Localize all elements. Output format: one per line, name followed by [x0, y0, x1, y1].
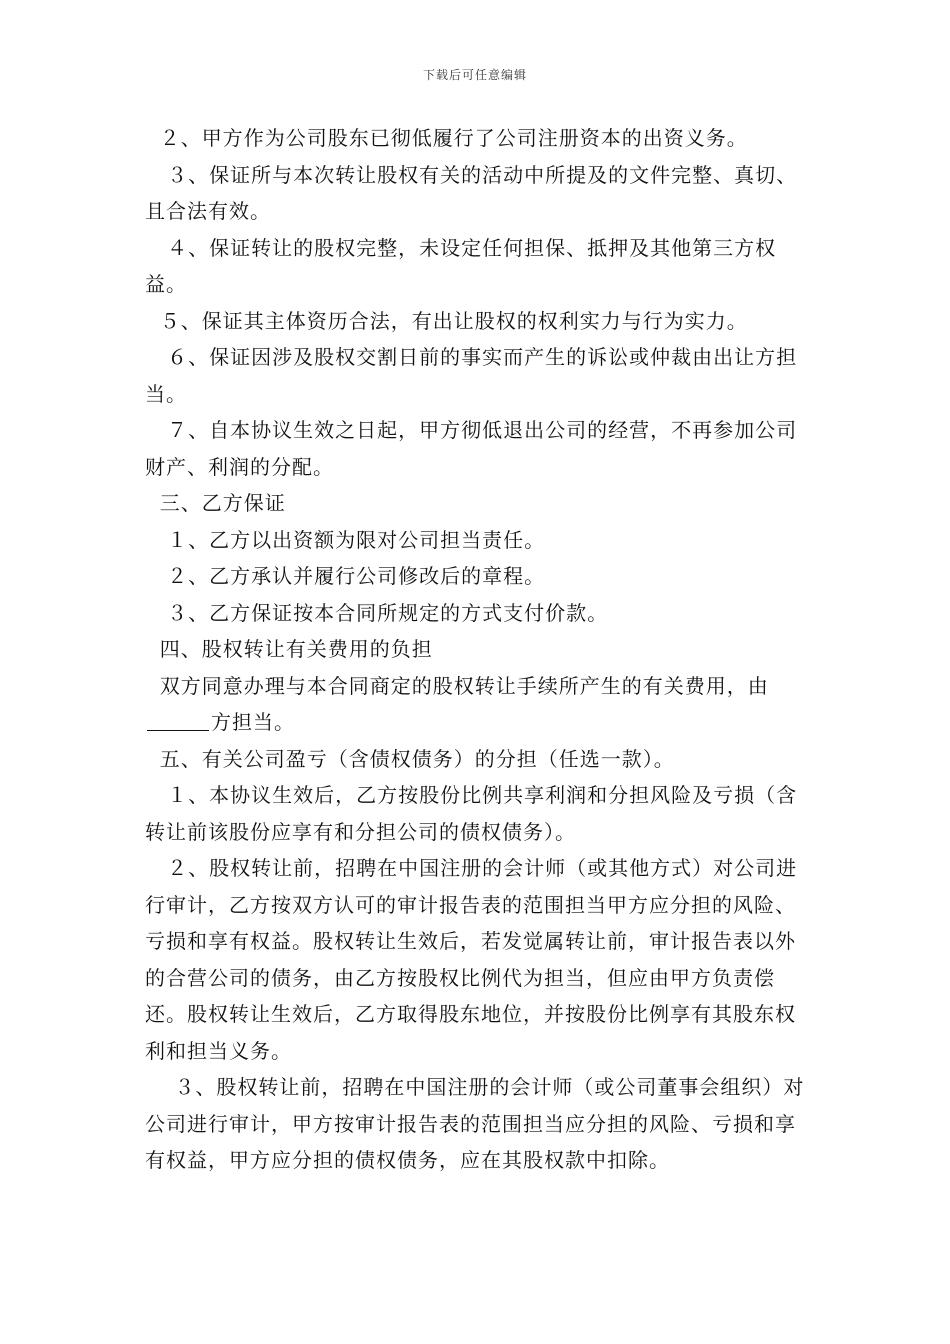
document-body [145, 120, 810, 1179]
clause-4: ４、保证转让的股权完整，未设定任何担保、抵押及其他第三方权益。 [145, 235, 777, 296]
fee-paragraph-part2: 方担当。 [211, 710, 295, 734]
section-5-item-3: ３、股权转让前，招聘在中国注册的会计师（或公司董事会组织）对公司进行审计，甲方按审计报告表的范围担当应分担的风险、亏损和享有权益，甲方应分担的债权债务，应在其股权款中扣除。 [145, 1075, 805, 1172]
clause-2: ２、甲方作为公司股东已彻低履行了公司注册资本的出资义务。 [145, 126, 748, 150]
section-5-heading: 五、有关公司盈亏（含债权债务）的分担（任选一款）。 [145, 746, 675, 771]
section-5-item-1: １、本协议生效后，乙方按股份比例共享利润和分担风险及亏损（含转让前该股份应享有和分担公司的债权债务）。 [145, 783, 798, 844]
clause-6: ６、保证因涉及股权交割日前的事实而产生的诉讼或仲裁由出让方担当。 [145, 345, 798, 406]
clause-3: ３、保证所与本次转让股权有关的活动中所提及的文件完整、真切、且合法有效。 [145, 162, 798, 223]
section-3-heading: 三、乙方保证 [145, 491, 286, 515]
page-header-note: 下载后可任意编辑 [422, 68, 527, 82]
section-3-item-1: １、乙方以出资额为限对公司担当责任。 [145, 527, 546, 552]
blank-line [147, 708, 209, 731]
fee-paragraph-part1: 双方同意办理与本合同商定的股权转让手续所产生的有关费用，由 [145, 673, 769, 698]
clause-7: ７、自本协议生效之日起，甲方彻低退出公司的经营，不再参加公司财产、利润的分配。 [145, 418, 798, 479]
section-3-item-3: ３、乙方保证按本合同所规定的方式支付价款。 [145, 600, 609, 625]
section-5-item-2: ２、股权转让前，招聘在中国注册的会计师（或其他方式）对公司进行审计，乙方按双方认可的审计报告表的范围担当甲方应分担的风险、亏损和享有权益。股权转让生效后，若发觉属转让前，审计报告表以外的合营公司的债务，由乙方按股权比例代为担当，但应由甲方负责偿还。股权转让生效后，乙方取得股东地位，并按股份比例享有其股东权利和担当义务。 [145, 856, 798, 1063]
section-4-heading: 四、股权转让有关费用的负担 [145, 637, 433, 661]
clause-5: ５、保证其主体资历合法，有出让股权的权利实力与行为实力。 [145, 308, 748, 333]
section-3-item-2: ２、乙方承认并履行公司修改后的章程。 [145, 564, 546, 588]
fee-paragraph [145, 668, 810, 741]
